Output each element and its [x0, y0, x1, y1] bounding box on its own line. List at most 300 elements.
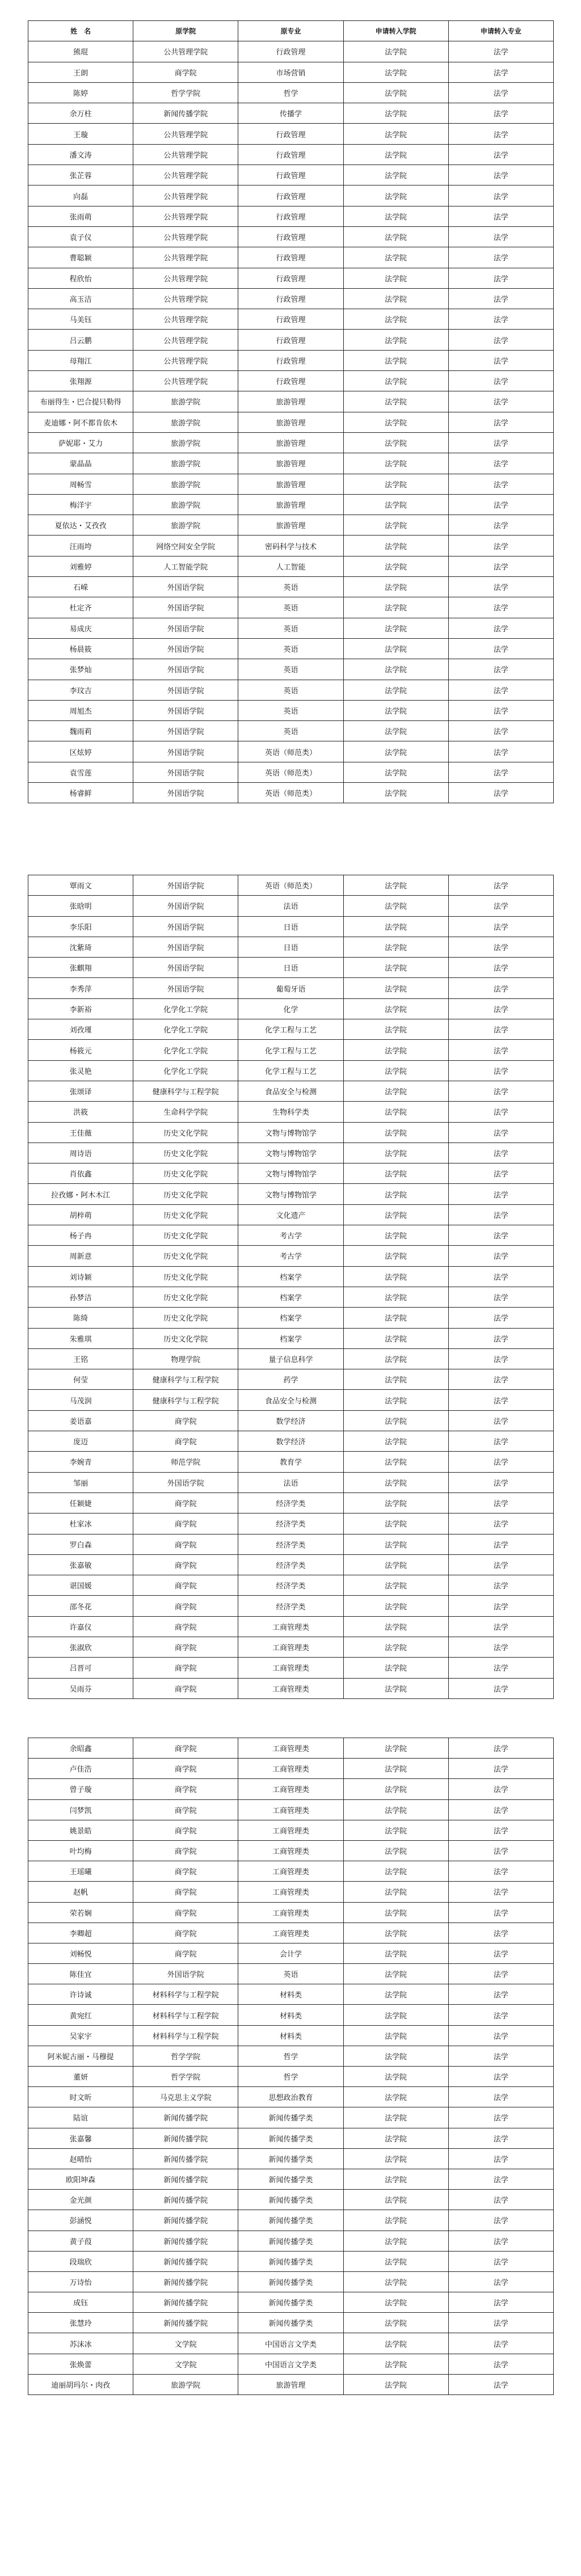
cell-name: 周新意: [28, 1246, 133, 1266]
cell-name: 吴雨芬: [28, 1678, 133, 1698]
cell-target-major: 法学: [448, 1779, 553, 1799]
table-row: [28, 998, 554, 1019]
cell-name: 王璇: [28, 124, 133, 144]
cell-target-college: 法学院: [343, 226, 448, 247]
cell-original-college: 历史文化学院: [133, 1266, 238, 1287]
cell-target-major: 法学: [448, 2046, 553, 2066]
cell-original-major: 英语: [238, 577, 343, 597]
cell-original-major: 化学: [238, 998, 343, 1019]
cell-original-major: 材料类: [238, 1984, 343, 2005]
table-row: [28, 2210, 554, 2231]
cell-target-college: 法学院: [343, 1799, 448, 1820]
table-row: [28, 638, 554, 659]
table-row: [28, 1759, 554, 1779]
cell-name: 刘雅婷: [28, 556, 133, 576]
table-row: [28, 618, 554, 638]
cell-target-college: 法学院: [343, 1225, 448, 1246]
cell-original-college: 商学院: [133, 1882, 238, 1902]
cell-original-major: 英语（师范类）: [238, 762, 343, 782]
cell-original-college: 新闻传播学院: [133, 2148, 238, 2169]
table-row: [28, 1122, 554, 1142]
cell-target-major: 法学: [448, 958, 553, 978]
cell-original-college: 公共管理学院: [133, 41, 238, 62]
table-row: [28, 1163, 554, 1184]
cell-target-major: 法学: [448, 1575, 553, 1596]
table-row: [28, 1410, 554, 1431]
cell-target-major: 法学: [448, 700, 553, 720]
cell-target-major: 法学: [448, 2087, 553, 2107]
table-row: [28, 247, 554, 268]
table-row: [28, 2333, 554, 2354]
cell-original-college: 商学院: [133, 1902, 238, 1922]
table-row: [28, 2169, 554, 2189]
cell-target-college: 法学院: [343, 124, 448, 144]
cell-target-college: 法学院: [343, 1287, 448, 1307]
cell-name: 谌国媛: [28, 1575, 133, 1596]
cell-original-college: 化学化工学院: [133, 998, 238, 1019]
cell-target-college: 法学院: [343, 2313, 448, 2333]
cell-target-major: 法学: [448, 1204, 553, 1225]
cell-original-major: 行政管理: [238, 165, 343, 185]
table-row: [28, 82, 554, 103]
cell-original-major: 材料类: [238, 2025, 343, 2046]
cell-original-major: 工商管理类: [238, 1902, 343, 1922]
cell-name: 张慧玲: [28, 2313, 133, 2333]
cell-target-college: 法学院: [343, 536, 448, 556]
cell-target-major: 法学: [448, 185, 553, 206]
cell-original-major: 工商管理类: [238, 1882, 343, 1902]
cell-target-college: 法学院: [343, 998, 448, 1019]
cell-target-college: 法学院: [343, 432, 448, 453]
cell-original-college: 旅游学院: [133, 494, 238, 515]
cell-original-major: 行政管理: [238, 330, 343, 350]
cell-target-college: 法学院: [343, 268, 448, 288]
cell-name: 程欣怡: [28, 268, 133, 288]
cell-original-major: 经济学类: [238, 1596, 343, 1616]
cell-original-major: 旅游管理: [238, 494, 343, 515]
cell-name: 肖依鑫: [28, 1163, 133, 1184]
cell-target-major: 法学: [448, 1840, 553, 1861]
cell-target-college: 法学院: [343, 1861, 448, 1882]
cell-name: 易成庆: [28, 618, 133, 638]
cell-original-college: 商学院: [133, 1431, 238, 1452]
cell-name: 张淑欣: [28, 1637, 133, 1657]
cell-target-college: 法学院: [343, 875, 448, 896]
cell-target-major: 法学: [448, 618, 553, 638]
table-row: [28, 2067, 554, 2087]
table-row: [28, 1287, 554, 1307]
cell-name: 吕晋可: [28, 1658, 133, 1678]
table-row: [28, 1369, 554, 1390]
cell-original-major: 旅游管理: [238, 453, 343, 474]
cell-original-major: 英语: [238, 618, 343, 638]
cell-name: 闫梦凯: [28, 1799, 133, 1820]
cell-target-major: 法学: [448, 916, 553, 937]
cell-original-major: 档案学: [238, 1287, 343, 1307]
cell-name: 吴家宇: [28, 2025, 133, 2046]
cell-original-major: 行政管理: [238, 350, 343, 370]
cell-original-college: 公共管理学院: [133, 185, 238, 206]
table-row: [28, 2231, 554, 2251]
table-row: [28, 1328, 554, 1348]
cell-target-major: 法学: [448, 268, 553, 288]
cell-original-college: 公共管理学院: [133, 350, 238, 370]
cell-original-major: 数学经济: [238, 1431, 343, 1452]
cell-name: 李卿超: [28, 1922, 133, 1943]
cell-target-college: 法学院: [343, 350, 448, 370]
cell-target-major: 法学: [448, 144, 553, 165]
cell-target-major: 法学: [448, 1040, 553, 1060]
cell-original-college: 历史文化学院: [133, 1246, 238, 1266]
cell-target-major: 法学: [448, 680, 553, 700]
cell-original-college: 新闻传播学院: [133, 2190, 238, 2210]
cell-original-major: 文物与博物馆学: [238, 1184, 343, 1204]
cell-target-college: 法学院: [343, 103, 448, 124]
table-row: [28, 978, 554, 998]
cell-target-college: 法学院: [343, 2271, 448, 2292]
table-row: [28, 556, 554, 576]
cell-original-college: 外国语学院: [133, 577, 238, 597]
cell-name: 段瑞欣: [28, 2251, 133, 2271]
cell-target-college: 法学院: [343, 1163, 448, 1184]
cell-original-college: 旅游学院: [133, 2374, 238, 2394]
cell-target-college: 法学院: [343, 2107, 448, 2128]
cell-target-college: 法学院: [343, 2231, 448, 2251]
table-row: [28, 2005, 554, 2025]
table-row: [28, 2374, 554, 2394]
cell-target-major: 法学: [448, 2313, 553, 2333]
cell-original-college: 外国语学院: [133, 1964, 238, 1984]
cell-original-major: 新闻传播学类: [238, 2292, 343, 2313]
cell-original-college: 历史文化学院: [133, 1308, 238, 1328]
cell-original-major: 考古学: [238, 1246, 343, 1266]
table-row: [28, 2025, 554, 2046]
cell-original-college: 哲学学院: [133, 2067, 238, 2087]
cell-original-major: 新闻传播学类: [238, 2251, 343, 2271]
cell-name: 魏雨莉: [28, 721, 133, 741]
cell-original-college: 新闻传播学院: [133, 103, 238, 124]
cell-original-college: 健康科学与工程学院: [133, 1369, 238, 1390]
cell-original-major: 英语: [238, 1964, 343, 1984]
cell-target-college: 法学院: [343, 1060, 448, 1081]
cell-original-college: 商学院: [133, 1616, 238, 1637]
cell-target-major: 法学: [448, 937, 553, 957]
cell-target-major: 法学: [448, 1902, 553, 1922]
cell-original-college: 旅游学院: [133, 453, 238, 474]
cell-target-major: 法学: [448, 103, 553, 124]
cell-target-college: 法学院: [343, 1779, 448, 1799]
table-row: [28, 1575, 554, 1596]
table-row: [28, 206, 554, 226]
cell-original-major: 工商管理类: [238, 1840, 343, 1861]
cell-original-major: 英语（师范类）: [238, 741, 343, 762]
cell-original-college: 商学院: [133, 1759, 238, 1779]
cell-original-major: 文物与博物馆学: [238, 1163, 343, 1184]
cell-target-college: 法学院: [343, 1246, 448, 1266]
cell-original-major: 新闻传播学类: [238, 2190, 343, 2210]
cell-target-college: 法学院: [343, 1369, 448, 1390]
header-row: [28, 21, 554, 41]
cell-original-major: 工商管理类: [238, 1759, 343, 1779]
cell-target-college: 法学院: [343, 1019, 448, 1040]
table-row: [28, 680, 554, 700]
header-original-college: 原学院: [133, 21, 238, 41]
cell-target-major: 法学: [448, 309, 553, 330]
cell-target-college: 法学院: [343, 782, 448, 803]
cell-target-college: 法学院: [343, 2251, 448, 2271]
cell-original-college: 文学院: [133, 2354, 238, 2374]
cell-original-major: 中国语言文学类: [238, 2354, 343, 2374]
cell-original-major: 行政管理: [238, 268, 343, 288]
cell-target-major: 法学: [448, 1799, 553, 1820]
table-row: [28, 1779, 554, 1799]
cell-target-college: 法学院: [343, 2169, 448, 2189]
cell-target-college: 法学院: [343, 1410, 448, 1431]
cell-target-college: 法学院: [343, 1882, 448, 1902]
cell-original-college: 商学院: [133, 1534, 238, 1554]
table-row: [28, 2271, 554, 2292]
cell-original-major: 新闻传播学类: [238, 2231, 343, 2251]
cell-target-college: 法学院: [343, 1142, 448, 1163]
cell-original-major: 行政管理: [238, 124, 343, 144]
cell-original-major: 经济学类: [238, 1513, 343, 1534]
cell-target-major: 法学: [448, 998, 553, 1019]
cell-target-college: 法学院: [343, 391, 448, 412]
cell-target-college: 法学院: [343, 978, 448, 998]
cell-original-major: 文物与博物馆学: [238, 1142, 343, 1163]
cell-target-major: 法学: [448, 2190, 553, 2210]
cell-target-major: 法学: [448, 782, 553, 803]
table-row: [28, 659, 554, 680]
cell-target-college: 法学院: [343, 721, 448, 741]
table-row: [28, 288, 554, 309]
cell-target-college: 法学院: [343, 2025, 448, 2046]
cell-original-college: 网络空间安全学院: [133, 536, 238, 556]
table-row: [28, 896, 554, 916]
cell-original-major: 新闻传播学类: [238, 2128, 343, 2148]
cell-original-college: 外国语学院: [133, 896, 238, 916]
cell-target-college: 法学院: [343, 1122, 448, 1142]
cell-original-major: 英语: [238, 659, 343, 680]
cell-name: 张麒翔: [28, 958, 133, 978]
table-row: [28, 1308, 554, 1328]
cell-target-college: 法学院: [343, 1431, 448, 1452]
table-row: [28, 165, 554, 185]
cell-original-major: 行政管理: [238, 226, 343, 247]
cell-name: 余昭鑫: [28, 1738, 133, 1759]
table-row: [28, 226, 554, 247]
cell-name: 刘畅悦: [28, 1943, 133, 1963]
cell-original-college: 公共管理学院: [133, 288, 238, 309]
cell-name: 王朗: [28, 62, 133, 82]
cell-name: 黄子葭: [28, 2231, 133, 2251]
cell-original-major: 英语: [238, 680, 343, 700]
cell-target-major: 法学: [448, 2025, 553, 2046]
cell-target-major: 法学: [448, 371, 553, 391]
cell-name: 汪雨垮: [28, 536, 133, 556]
cell-original-college: 新闻传播学院: [133, 2271, 238, 2292]
cell-original-college: 公共管理学院: [133, 226, 238, 247]
table-row: [28, 782, 554, 803]
cell-target-major: 法学: [448, 556, 553, 576]
cell-original-major: 工商管理类: [238, 1678, 343, 1698]
table-row: [28, 1019, 554, 1040]
cell-target-major: 法学: [448, 1922, 553, 1943]
cell-original-major: 会计学: [238, 1943, 343, 1963]
cell-name: 阿米妮古丽・马穆提: [28, 2046, 133, 2066]
table-row: [28, 391, 554, 412]
cell-name: 张嘉敏: [28, 1554, 133, 1575]
cell-original-college: 公共管理学院: [133, 165, 238, 185]
cell-original-major: 工商管理类: [238, 1861, 343, 1882]
cell-name: 曾子璇: [28, 1779, 133, 1799]
cell-target-major: 法学: [448, 288, 553, 309]
cell-name: 朱雅琪: [28, 1328, 133, 1348]
cell-target-major: 法学: [448, 638, 553, 659]
cell-target-college: 法学院: [343, 1759, 448, 1779]
cell-original-college: 材料科学与工程学院: [133, 1984, 238, 2005]
cell-original-major: 行政管理: [238, 185, 343, 206]
header-target-college: 申请转入学院: [343, 21, 448, 41]
cell-target-major: 法学: [448, 412, 553, 432]
cell-target-college: 法学院: [343, 330, 448, 350]
cell-original-major: 档案学: [238, 1266, 343, 1287]
cell-target-major: 法学: [448, 2107, 553, 2128]
cell-name: 马茂润: [28, 1390, 133, 1410]
cell-original-major: 新闻传播学类: [238, 2169, 343, 2189]
cell-target-college: 法学院: [343, 1820, 448, 1840]
table-row: [28, 700, 554, 720]
cell-name: 陆谊: [28, 2107, 133, 2128]
cell-target-college: 法学院: [343, 2333, 448, 2354]
cell-name: 邵冬花: [28, 1596, 133, 1616]
cell-original-college: 外国语学院: [133, 937, 238, 957]
cell-original-major: 哲学: [238, 2067, 343, 2087]
cell-name: 时文昕: [28, 2087, 133, 2107]
table-row: [28, 1534, 554, 1554]
cell-name: 覃雨文: [28, 875, 133, 896]
table-row: [28, 2128, 554, 2148]
cell-name: 叶均梅: [28, 1840, 133, 1861]
cell-target-college: 法学院: [343, 556, 448, 576]
cell-original-major: 传播学: [238, 103, 343, 124]
cell-target-college: 法学院: [343, 1554, 448, 1575]
cell-target-college: 法学院: [343, 958, 448, 978]
cell-name: 袁雪莲: [28, 762, 133, 782]
cell-original-college: 商学院: [133, 1513, 238, 1534]
cell-target-college: 法学院: [343, 2190, 448, 2210]
cell-original-college: 材料科学与工程学院: [133, 2025, 238, 2046]
cell-original-college: 历史文化学院: [133, 1225, 238, 1246]
table-row: [28, 875, 554, 896]
cell-original-major: 英语: [238, 700, 343, 720]
cell-name: 苏沫冰: [28, 2333, 133, 2354]
cell-original-college: 外国语学院: [133, 659, 238, 680]
cell-original-college: 商学院: [133, 1678, 238, 1698]
cell-original-college: 外国语学院: [133, 680, 238, 700]
cell-target-college: 法学院: [343, 2374, 448, 2394]
cell-original-college: 新闻传播学院: [133, 2292, 238, 2313]
cell-target-college: 法学院: [343, 1616, 448, 1637]
cell-name: 刘孜瑾: [28, 1019, 133, 1040]
table-row: [28, 1431, 554, 1452]
cell-original-college: 商学院: [133, 1493, 238, 1513]
table-row: [28, 1596, 554, 1616]
cell-name: 姜语嘉: [28, 1410, 133, 1431]
cell-target-college: 法学院: [343, 1678, 448, 1698]
cell-target-college: 法学院: [343, 659, 448, 680]
table-row: [28, 1637, 554, 1657]
table-row: [28, 597, 554, 618]
cell-original-college: 健康科学与工程学院: [133, 1390, 238, 1410]
table-row: [28, 1964, 554, 1984]
cell-original-major: 市场营销: [238, 62, 343, 82]
cell-target-major: 法学: [448, 1390, 553, 1410]
cell-name: 沈紫琦: [28, 937, 133, 957]
cell-target-major: 法学: [448, 2333, 553, 2354]
cell-original-college: 外国语学院: [133, 762, 238, 782]
cell-original-major: 经济学类: [238, 1534, 343, 1554]
cell-original-major: 工商管理类: [238, 1616, 343, 1637]
cell-original-college: 外国语学院: [133, 958, 238, 978]
cell-original-college: 化学化工学院: [133, 1040, 238, 1060]
cell-original-major: 葡萄牙语: [238, 978, 343, 998]
cell-original-college: 外国语学院: [133, 875, 238, 896]
cell-original-major: 食品安全与检测: [238, 1390, 343, 1410]
cell-name: 王瑶曦: [28, 1861, 133, 1882]
cell-original-college: 公共管理学院: [133, 144, 238, 165]
table-row: [28, 144, 554, 165]
cell-target-major: 法学: [448, 1348, 553, 1369]
cell-name: 庞迈: [28, 1431, 133, 1452]
cell-original-college: 外国语学院: [133, 618, 238, 638]
cell-target-major: 法学: [448, 391, 553, 412]
cell-name: 夏依达・艾孜孜: [28, 515, 133, 536]
cell-target-major: 法学: [448, 247, 553, 268]
cell-original-major: 档案学: [238, 1328, 343, 1348]
cell-name: 高玉洁: [28, 288, 133, 309]
cell-target-college: 法学院: [343, 597, 448, 618]
cell-original-college: 商学院: [133, 1779, 238, 1799]
cell-original-college: 商学院: [133, 1799, 238, 1820]
cell-target-major: 法学: [448, 1102, 553, 1122]
cell-target-college: 法学院: [343, 453, 448, 474]
cell-target-college: 法学院: [343, 1513, 448, 1534]
cell-original-major: 行政管理: [238, 309, 343, 330]
cell-target-college: 法学院: [343, 309, 448, 330]
cell-target-major: 法学: [448, 124, 553, 144]
cell-target-major: 法学: [448, 2005, 553, 2025]
cell-target-college: 法学院: [343, 916, 448, 937]
cell-original-major: 旅游管理: [238, 412, 343, 432]
cell-target-college: 法学院: [343, 2292, 448, 2313]
cell-target-major: 法学: [448, 515, 553, 536]
cell-original-college: 人工智能学院: [133, 556, 238, 576]
cell-name: 张梦灿: [28, 659, 133, 680]
cell-original-college: 外国语学院: [133, 638, 238, 659]
cell-name: 杜定齐: [28, 597, 133, 618]
header-original-major: 原专业: [238, 21, 343, 41]
table-row: [28, 1902, 554, 1922]
cell-target-college: 法学院: [343, 1390, 448, 1410]
cell-original-college: 历史文化学院: [133, 1204, 238, 1225]
cell-original-college: 化学化工学院: [133, 1019, 238, 1040]
cell-name: 胡梓萌: [28, 1204, 133, 1225]
cell-target-major: 法学: [448, 330, 553, 350]
cell-target-major: 法学: [448, 1493, 553, 1513]
table-row: [28, 494, 554, 515]
cell-target-major: 法学: [448, 2148, 553, 2169]
